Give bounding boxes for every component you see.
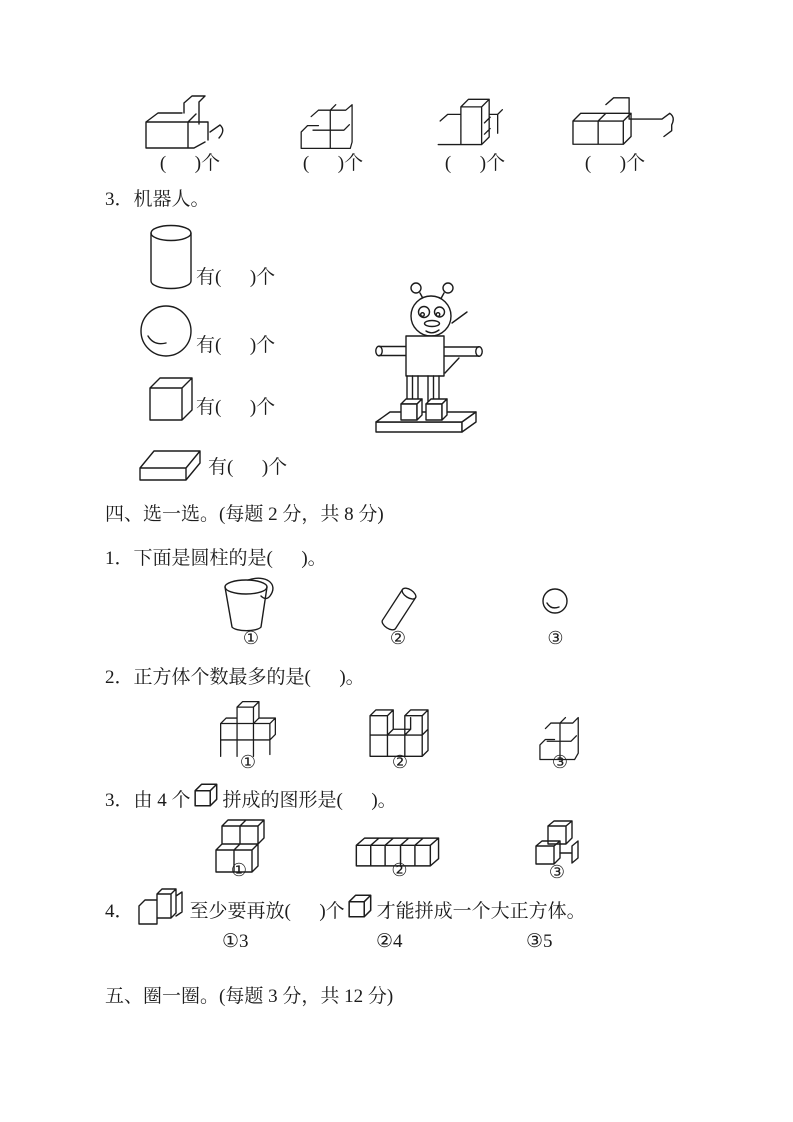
section-four-title: 四、选一选。(每题 2 分，共 8 分) xyxy=(105,504,384,525)
cuboid-icon xyxy=(138,438,204,484)
q4-text-mid: 至少要再放( )个 xyxy=(189,900,345,922)
q3-text-suffix: 拼成的图形是( )。 xyxy=(222,789,397,811)
cuboid-count-label: 有( )个 xyxy=(208,457,288,478)
cylinder-count-label: 有( )个 xyxy=(196,267,276,288)
q3-text-prefix: 3．由 4 个 xyxy=(105,789,191,811)
q1-option-2-label: ② xyxy=(389,628,407,648)
block-sketch-1-figure xyxy=(138,88,243,150)
q2-option-2-label: ② xyxy=(391,752,409,772)
small-cube-icon xyxy=(193,782,221,808)
count-label-3: ( )个 xyxy=(444,153,506,174)
robot-figure xyxy=(368,272,593,457)
q4-text-suffix: 才能拼成一个大正方体。 xyxy=(376,900,586,922)
sphere-icon xyxy=(138,303,196,359)
q3-option-2-label: ② xyxy=(391,860,408,880)
block-sketch-3-figure xyxy=(428,88,523,154)
small-cube-icon xyxy=(347,893,375,919)
section-five-title: 五、圈一圈。(每题 3 分，共 12 分) xyxy=(105,986,394,1007)
bucket-icon xyxy=(220,576,282,634)
three-block-sketch-icon xyxy=(135,884,189,930)
cylinder-icon xyxy=(148,224,194,290)
q2-option-1-label: ① xyxy=(239,752,257,772)
q1-text: 1．下面是圆柱的是( )。 xyxy=(105,548,327,569)
q3-option-1-label: ① xyxy=(230,860,248,880)
q3-line xyxy=(105,781,397,815)
q1-option-3-label: ③ xyxy=(547,628,564,648)
q2-option-3-label: ③ xyxy=(551,752,569,772)
block-sketch-2-figure xyxy=(288,92,378,152)
q1-option-1-label: ① xyxy=(242,628,260,648)
cube-icon xyxy=(146,372,198,422)
q4-text-prefix: 4． xyxy=(105,900,134,922)
q4-option-2-label: ②4 xyxy=(376,931,403,952)
q4-option-1-label: ①3 xyxy=(222,931,249,952)
robot-question-title: 3．机器人。 xyxy=(105,189,210,210)
sphere-count-label: 有( )个 xyxy=(196,335,276,356)
q4-option-3-label: ③5 xyxy=(526,931,553,952)
q2-text: 2．正方体个数最多的是( )。 xyxy=(105,667,365,688)
block-sketch-4-figure xyxy=(565,92,700,152)
count-label-2: ( )个 xyxy=(302,153,364,174)
count-label-1: ( )个 xyxy=(159,153,221,174)
ball-icon xyxy=(540,586,570,616)
blocks-t-shape-figure xyxy=(208,698,288,760)
cube-count-label: 有( )个 xyxy=(196,397,276,418)
count-label-4: ( )个 xyxy=(584,153,646,174)
q3-option-3-label: ③ xyxy=(548,862,566,882)
q4-line xyxy=(105,884,586,934)
